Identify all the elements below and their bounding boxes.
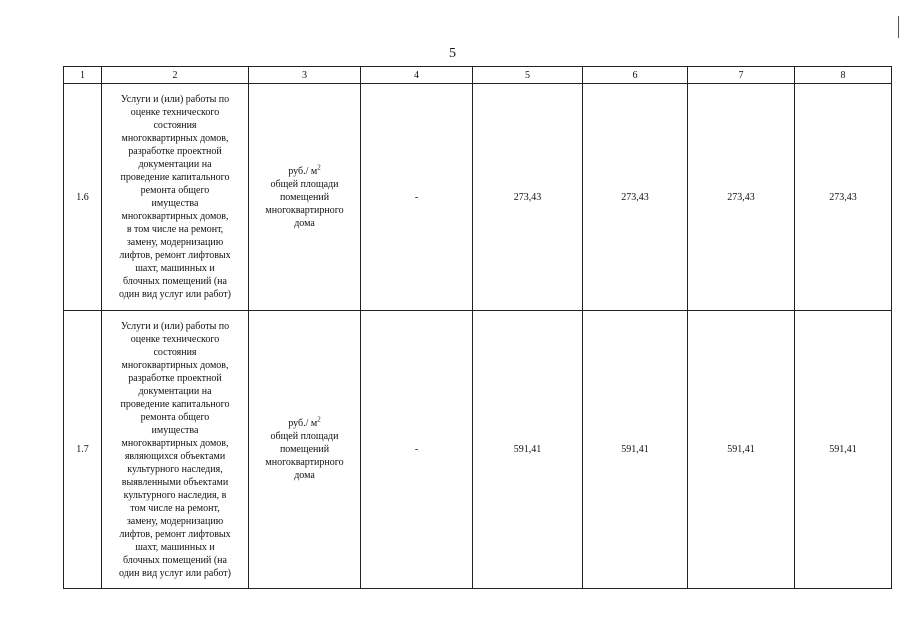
text-line: оценке технического — [130, 333, 220, 345]
text-line: блочных помещений (на — [123, 276, 227, 287]
text-line: лифтов, ремонт лифтовых — [119, 528, 231, 540]
text-line: многоквартирных домов, — [121, 359, 229, 371]
text-line: помещений — [279, 191, 330, 203]
header-cell: 1 — [64, 67, 102, 84]
text-line: помещений — [279, 444, 330, 455]
row-number: 1.6 — [64, 84, 102, 311]
header-cell: 2 — [102, 67, 249, 84]
text-line: ремонта общего — [140, 411, 210, 423]
table-row — [64, 84, 892, 311]
text-line: культурного наследия, в — [123, 489, 227, 501]
text-line: дома — [294, 470, 315, 481]
text-line: лифтов, ремонт лифтовых — [119, 250, 231, 261]
value-col6: 273,43 — [583, 84, 688, 311]
header-cell: 3 — [249, 67, 361, 84]
value-col8: 273,43 — [795, 84, 892, 311]
text-line: многоквартирных домов, — [121, 211, 229, 222]
header-cell: 7 — [688, 67, 795, 84]
text-line: том числе на ремонт, — [130, 502, 220, 514]
text-line: замену, модернизацию — [126, 237, 224, 248]
text-line: проведение капитального — [120, 172, 230, 183]
text-line: культурного наследия, — [127, 463, 223, 475]
value-col8: 591,41 — [795, 311, 892, 589]
scan-edge-mark — [898, 16, 899, 38]
text-line: ремонта общего — [140, 185, 210, 196]
text-line: состояния — [153, 120, 197, 131]
text-line: разработке проектной — [128, 146, 222, 157]
text-line: документации на — [138, 385, 212, 397]
unit-superscript: 2 — [317, 163, 321, 172]
header-cell: 4 — [361, 67, 473, 84]
text-line: Услуги и (или) работы по — [120, 320, 230, 332]
text-line: состояния — [153, 346, 197, 358]
header-cell: 6 — [583, 67, 688, 84]
value-col4: - — [361, 311, 473, 589]
unit-main: руб./ м — [288, 165, 318, 177]
text-line: Услуги и (или) работы по — [120, 94, 230, 105]
text-line: выявленными объектами — [121, 476, 229, 488]
value-col7: 591,41 — [688, 311, 795, 589]
text-line: общей площади — [270, 178, 339, 190]
text-line: общей площади — [270, 431, 339, 442]
page-number: 5 — [449, 46, 456, 61]
value-col4: - — [361, 84, 473, 311]
text-line: проведение капитального — [120, 398, 230, 410]
text-line: многоквартирного — [265, 204, 344, 216]
text-line: многоквартирного — [265, 457, 344, 468]
text-line: шахт, машинных и — [135, 541, 215, 553]
text-line: оценке технического — [130, 107, 220, 118]
text-line: документации на — [138, 159, 212, 170]
row-number: 1.7 — [64, 311, 102, 589]
unit-cell — [249, 311, 361, 589]
unit-rest — [249, 178, 360, 230]
service-description — [102, 84, 249, 311]
text-line: имущества — [151, 198, 199, 209]
table-row — [64, 311, 892, 589]
text-line: в том числе на ремонт, — [126, 224, 224, 235]
text-line: блочных помещений (на — [123, 554, 227, 566]
tariff-table — [63, 66, 892, 589]
text-line: имущества — [151, 424, 199, 436]
text-line: многоквартирных домов, — [121, 437, 229, 449]
text-line: являющихся объектами — [124, 450, 226, 462]
unit-cell — [249, 84, 361, 311]
text-line: один вид услуг или работ) — [119, 289, 231, 300]
header-cell: 8 — [795, 67, 892, 84]
header-cell: 5 — [473, 67, 583, 84]
value-col5: 591,41 — [473, 311, 583, 589]
unit-main: руб./ м — [288, 418, 318, 429]
text-line: замену, модернизацию — [126, 515, 224, 527]
text-line: один вид услуг или работ) — [119, 567, 231, 579]
value-col6: 591,41 — [583, 311, 688, 589]
text-line: многоквартирных домов, — [121, 133, 229, 144]
header-row — [64, 67, 892, 84]
unit-superscript: 2 — [317, 415, 321, 424]
value-col5: 273,43 — [473, 84, 583, 311]
text-line: разработке проектной — [128, 372, 222, 384]
text-line: дома — [294, 217, 315, 229]
unit-rest — [249, 430, 360, 482]
value-col7: 273,43 — [688, 84, 795, 311]
service-description — [102, 311, 249, 589]
text-line: шахт, машинных и — [135, 263, 215, 274]
